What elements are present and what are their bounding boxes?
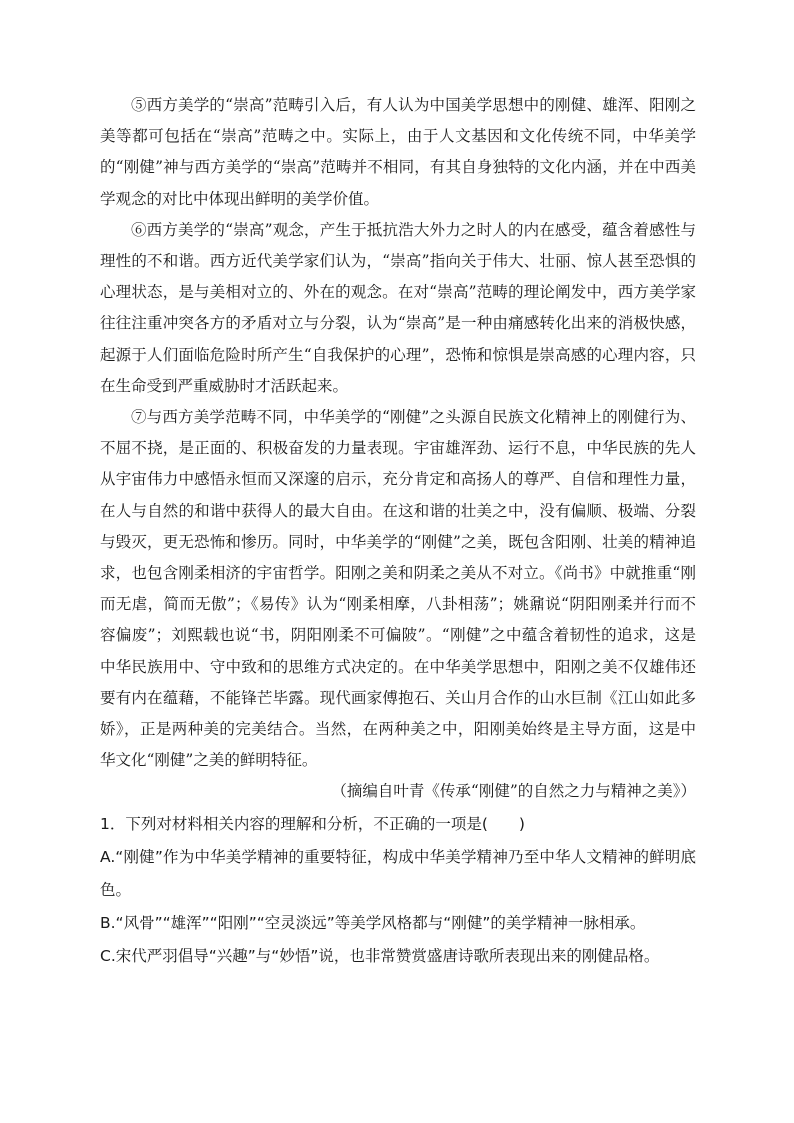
question-stem: 1．下列对材料相关内容的理解和分析，不正确的一项是( ): [100, 815, 525, 833]
question-block: [100, 808, 696, 973]
option-b[interactable]: B.“风骨”“雄浑”“阳刚”“空灵淡远”等美学风格都与“刚健”的美学精神一脉相承。: [100, 914, 646, 932]
passage-source: （摘编自叶青《传承“刚健”的自然之力与精神之美》）: [331, 782, 696, 801]
passage-paragraph-6: ⑥西方美学的“崇高”观念，产生于抵抗浩大外力之时人的内在感受，蕴含着感性与理性的不和谐。西方近代美学家们认为，“崇高”指向关于伟大、壮丽、惊人甚至恐惧的心理状态，是与美相对立的、外在的观念。在对“崇高”范畴的理论阐发中，西方美学家往往注重冲突各方的矛盾对立与分裂，认为“崇高”是一种由痛感转化出来的消极快感，起源于人们面临危险时所产生“自我保护的心理”，恐怖和惊惧是崇高感的心理内容，只在生命受到严重威胁时才活跃起来。: [100, 220, 696, 395]
option-c[interactable]: C.宋代严羽倡导“兴趣”与“妙悟”说，也非常赞赏盛唐诗歌所表现出来的刚健品格。: [100, 947, 660, 965]
passage-paragraph-7: ⑦与西方美学范畴不同，中华美学的“刚健”之头源自民族文化精神上的刚健行为、不屈不挠，是正面的、积极奋发的力量表现。宇宙雄浑劲、运行不息，中华民族的先人从宇宙伟力中感悟永恒而又深邃的启示，充分肯定和高扬人的尊严、自信和理性力量，在人与自然的和谐中获得人的最大自由。在这和谐的壮美之中，没有偏顺、极端、分裂与毁灭，更无恐怖和惨历。同时，中华美学的“刚健”之美，既包含阳刚、壮美的精神追求，也包含刚柔相济的宇宙哲学。阳刚之美和阴柔之美从不对立。《尚书》中就推重“刚而无虐，简而无傲”；《易传》认为“刚柔相摩，八卦相荡”；姚鼐说“阴阳刚柔并行而不容偏废”；刘熙载也说“书，阴阳刚柔不可偏陂”。“刚健”之中蕴含着韧性的追求，这是中华民族用中、守中致和的思维方式决定的。在中华美学思想中，阳刚之美不仅雄伟还要有内在蕴藉，不能锋芒毕露。现代画家傅抱石、关山月合作的山水巨制《江山如此多娇》，正是两种美的完美结合。当然，在两种美之中，阳刚美始终是主导方面，这是中华文化“刚健”之美的鲜明特征。: [100, 408, 696, 770]
reading-passage: [100, 90, 696, 808]
option-a[interactable]: A.“刚健”作为中华美学精神的重要特征，构成中华美学精神乃至中华人文精神的鲜明底色。: [100, 848, 696, 899]
passage-paragraph-5: ⑤西方美学的“崇高”范畴引入后，有人认为中国美学思想中的刚健、雄浑、阳刚之美等都可包括在“崇高”范畴之中。实际上，由于人文基因和文化传统不同，中华美学的“刚健”神与西方美学的“崇高”范畴并不相同，有其自身独特的文化内涵，并在中西美学观念的对比中体现出鲜明的美学价值。: [100, 96, 696, 208]
